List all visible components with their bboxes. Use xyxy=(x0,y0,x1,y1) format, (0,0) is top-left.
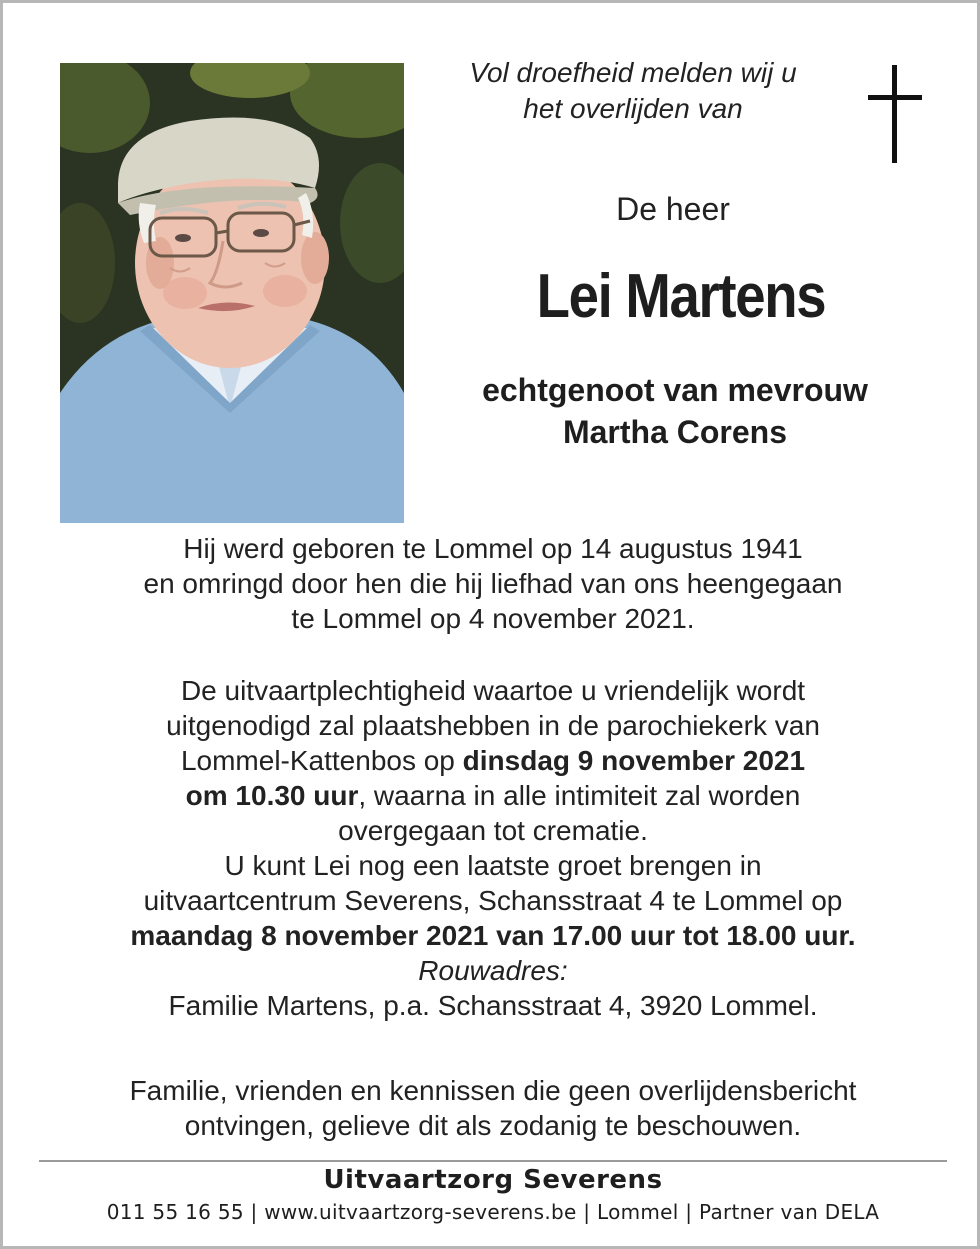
birth-death-paragraph xyxy=(33,531,953,636)
ceremony-line-4 xyxy=(33,778,953,813)
portrait-photo xyxy=(60,63,404,523)
family-note xyxy=(33,1073,953,1143)
ceremony-line-2: uitgenodigd zal plaatshebben in de parochiekerk van xyxy=(166,710,820,741)
spouse-line-1: echtgenoot van mevrouw xyxy=(482,372,868,408)
farewell-line-2: uitvaartcentrum Severens, Schansstraat 4 te Lommel op xyxy=(143,885,843,916)
portrait-illustration xyxy=(60,63,404,523)
birth-line-3: te Lommel op 4 november 2021. xyxy=(291,603,695,634)
ceremony-date: dinsdag 9 november 2021 xyxy=(462,745,806,776)
family-note-line-1: Familie, vrienden en kennissen die geen overlijdensbericht xyxy=(129,1075,857,1106)
family-note-line-2: ontvingen, gelieve dit als zodanig te beschouwen. xyxy=(184,1110,802,1141)
ceremony-paragraph xyxy=(33,673,953,1023)
funeral-home-contact: 011 55 16 55 | www.uitvaartzorg-severens.be | Lommel | Partner van DELA xyxy=(106,1200,880,1224)
ceremony-line-5: overgegaan tot crematie. xyxy=(338,815,648,846)
ceremony-location: Lommel-Kattenbos op xyxy=(180,745,463,776)
ceremony-time: om 10.30 uur xyxy=(185,780,359,811)
intro-line-2: het overlijden van xyxy=(523,93,743,124)
cross-icon xyxy=(865,65,925,163)
honorific: De heer xyxy=(616,191,730,227)
mourning-address: Familie Martens, p.a. Schansstraat 4, 3920 Lommel. xyxy=(168,990,818,1021)
farewell-line-1: U kunt Lei nog een laatste groet brengen in xyxy=(224,850,762,881)
ceremony-line-3 xyxy=(33,743,953,778)
spouse-line-2: Martha Corens xyxy=(562,414,788,450)
footer-divider xyxy=(39,1160,947,1162)
funeral-home-name: Uitvaartzorg Severens xyxy=(323,1165,663,1195)
ceremony-line-4-rest: , waarna in alle intimiteit zal worden xyxy=(358,780,801,811)
ceremony-line-1: De uitvaartplechtigheid waartoe u vriendelijk wordt xyxy=(180,675,806,706)
birth-line-2: en omringd door hen die hij liefhad van ons heengegaan xyxy=(143,568,843,599)
spouse-block xyxy=(423,369,927,453)
birth-line-1: Hij werd geboren te Lommel op 14 augustus 1941 xyxy=(183,533,803,564)
intro-text xyxy=(423,55,843,127)
farewell-datetime: maandag 8 november 2021 van 17.00 uur tot 18.00 uur. xyxy=(130,920,856,951)
address-label: Rouwadres: xyxy=(418,955,568,986)
deceased-name: Lei Martens xyxy=(536,262,826,331)
intro-line-1: Vol droefheid melden wij u xyxy=(469,57,797,88)
